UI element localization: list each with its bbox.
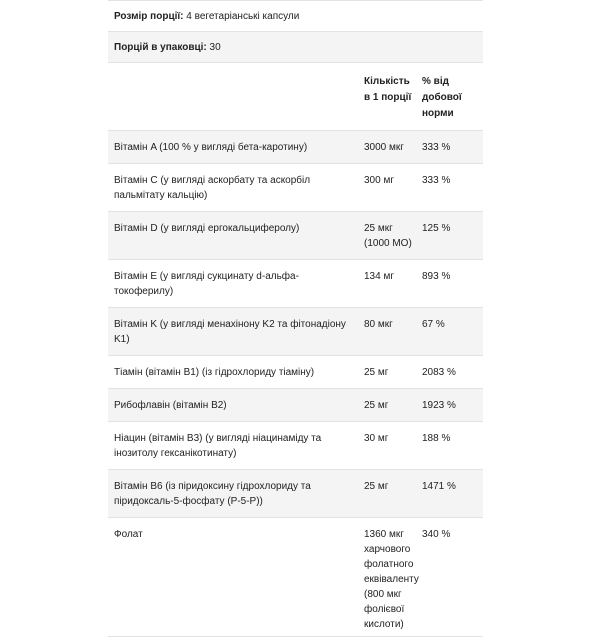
nutrient-daily-value: 188 % xyxy=(422,433,451,444)
nutrient-amount: 300 мг xyxy=(364,175,394,186)
table-row xyxy=(108,356,483,389)
nutrient-amount: 25 мг xyxy=(364,400,389,411)
nutrient-name: Рибофлавін (вітамін B2) xyxy=(114,400,227,411)
nutrient-daily-value: 893 % xyxy=(422,271,451,282)
table-row xyxy=(108,131,483,164)
table-row xyxy=(108,389,483,422)
nutrient-amount: 80 мкг xyxy=(364,319,393,330)
nutrient-amount: 25 мкг (1000 МО) xyxy=(364,223,412,249)
nutrient-name: Тіамін (вітамін B1) (із гідрохлориду тіаміну) xyxy=(114,367,315,378)
servings-count-value: 30 xyxy=(206,42,221,53)
nutrient-daily-value: 125 % xyxy=(422,223,451,234)
servings-count-label: Порцій в упаковці: xyxy=(114,42,207,53)
table-row xyxy=(108,308,483,356)
nutrient-name: Вітамін D (у вигляді ергокальциферолу) xyxy=(114,223,300,234)
nutrient-daily-value: 1923 % xyxy=(422,400,456,411)
serving-size-row xyxy=(108,1,483,32)
serving-size xyxy=(108,1,305,31)
nutrient-daily-value: 340 % xyxy=(422,529,451,540)
nutrient-daily-value: 333 % xyxy=(422,175,451,186)
nutrient-name: Ніацин (вітамін B3) (у вигляді ніацинаміду та інозитолу гексанікотинату) xyxy=(114,433,322,459)
table-row xyxy=(108,470,483,518)
header-name-cell xyxy=(108,63,354,130)
nutrient-daily-value: 2083 % xyxy=(422,367,456,378)
nutrient-daily-value: 333 % xyxy=(422,142,451,153)
table-row xyxy=(108,164,483,212)
nutrient-amount: 25 мг xyxy=(364,367,389,378)
serving-size-value: 4 вегетаріанські капсули xyxy=(183,11,300,22)
nutrient-name: Вітамін B6 (із піридоксину гідрохлориду та піридоксаль-5-фосфату (P-5-P)) xyxy=(114,481,311,507)
nutrient-name: Фолат xyxy=(114,529,143,540)
nutrient-name: Вітамін E (у вигляді сукцинату d-альфа-токоферилу) xyxy=(114,271,299,297)
header-amount: Кількість в 1 порції xyxy=(364,76,412,103)
nutrient-name: Вітамін C (у вигляді аскорбату та аскорбіл пальмітату кальцію) xyxy=(114,175,311,201)
header-daily-value: % від добової норми xyxy=(422,76,462,119)
nutrient-daily-value: 67 % xyxy=(422,319,445,330)
nutrient-daily-value: 1471 % xyxy=(422,481,456,492)
servings-per-container-row xyxy=(108,32,483,63)
nutrient-name: Вітамін A (100 % у вигляді бета-каротину) xyxy=(114,142,308,153)
table-row xyxy=(108,422,483,470)
nutrient-amount: 134 мг xyxy=(364,271,394,282)
table-row xyxy=(108,212,483,260)
serving-size-label: Розмір порції: xyxy=(114,11,184,22)
nutrient-name: Вітамін K (у вигляді менахінону K2 та фітонадіону K1) xyxy=(114,319,346,345)
table-row xyxy=(108,260,483,308)
supplement-facts-table xyxy=(108,0,483,637)
nutrient-amount: 3000 мкг xyxy=(364,142,404,153)
nutrient-amount: 1360 мкг харчового фолатного еквіваленту (800 мкг фолієвої кислоти) xyxy=(364,529,419,630)
nutrient-amount: 25 мг xyxy=(364,481,389,492)
column-header-row xyxy=(108,63,483,131)
table-row xyxy=(108,518,483,637)
servings-per-container xyxy=(108,32,227,62)
nutrient-amount: 30 мг xyxy=(364,433,389,444)
